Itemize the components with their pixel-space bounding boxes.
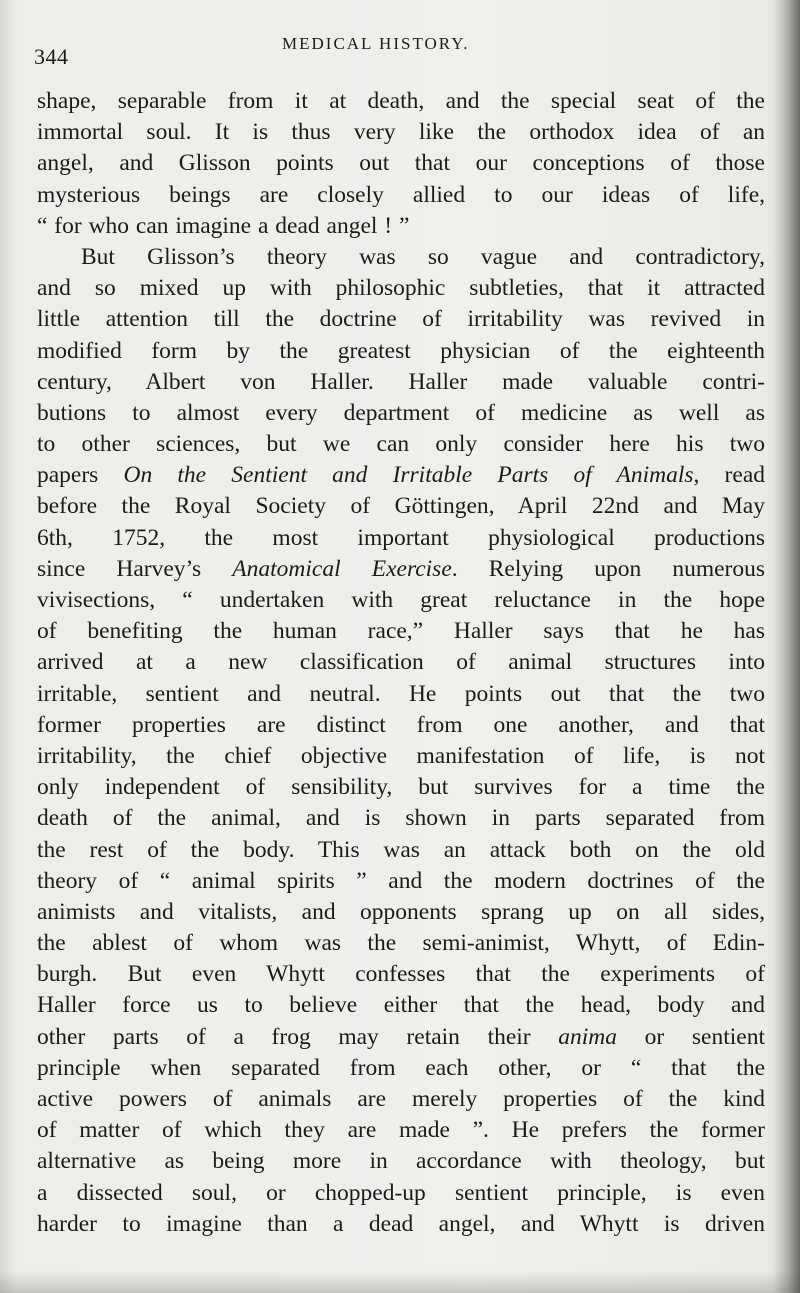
italic-title-text: anima [558,1023,618,1050]
text-line [37,242,765,273]
text-segment: century, Albert von Haller. Haller made valuable contri- [37,368,765,395]
text-line [37,1115,765,1146]
text-line [37,710,765,741]
text-line [37,429,765,460]
text-segment: animists and vitalists, and opponents sprang up on all sides, [37,898,765,925]
text-line [37,460,765,491]
text-segment: only independent of sensibility, but survives for a time the [37,774,765,801]
text-line [37,1209,765,1240]
text-line [37,1084,765,1115]
text-line [37,897,765,928]
text-segment: other parts of a frog may retain their [37,1023,559,1050]
text-line [37,741,765,772]
text-line [37,398,765,429]
text-line [37,647,765,678]
text-line [37,835,765,866]
text-line [37,772,765,803]
text-segment: to other sciences, but we can only consider here his two [37,431,765,458]
text-line [37,585,765,616]
text-segment: harder to imagine than a dead angel, and Whytt is driven [37,1210,765,1237]
text-segment: irritability, the chief objective manifestation of life, is not [37,742,765,769]
text-segment: a dissected soul, or chopped-up sentient principle, is even [37,1179,765,1206]
text-segment: papers [37,462,124,489]
body-text [37,86,765,1240]
text-segment: the ablest of whom was the semi-animist, Whytt, of Edin- [37,930,765,957]
text-line [37,336,765,367]
text-line [37,928,765,959]
text-segment: angel, and Glisson points out that our conceptions of those [37,150,765,177]
text-segment: “ for who can imagine a dead angel ! ” [37,212,410,239]
text-segment: of matter of which they are made ”. He prefers the former [37,1117,765,1144]
text-segment: little attention till the doctrine of irritability was revived in [37,306,765,333]
text-segment: of benefiting the human race,” Haller says that he has [37,618,765,645]
text-segment: before the Royal Society of Göttingen, April 22nd and May [37,493,765,520]
running-head [34,34,734,69]
text-line [37,1146,765,1177]
text-line [37,180,765,211]
text-segment: since Harvey’s [37,555,233,582]
text-line [37,148,765,179]
text-line [37,523,765,554]
text-segment: theory of “ animal spirits ” and the modern doctrines of the [37,867,765,894]
text-segment: But Glisson’s theory was so vague and contradictory, [81,243,765,270]
text-line [37,491,765,522]
text-segment: death of the animal, and is shown in parts separated from [37,805,765,832]
text-line [37,1053,765,1084]
text-line [37,117,765,148]
italic-title-text: Anatomical Exercise [232,555,452,582]
text-segment: irritable, sentient and neutral. He points out that the two [37,680,765,707]
text-segment: immortal soul. It is thus very like the orthodox idea of an [37,119,765,146]
text-line [37,554,765,585]
text-segment: burgh. But even Whytt confesses that the experiments of [37,961,765,988]
text-segment: , read [693,462,765,489]
italic-title-text: On the Sentient and Irritable Parts of Animals [123,462,694,489]
text-line [37,367,765,398]
text-line [37,304,765,335]
text-segment: arrived at a new classification of animal structures into [37,649,765,676]
text-segment: active powers of animals are merely properties of the kind [37,1086,765,1112]
text-segment: vivisections, “ undertaken with great reluctance in the hope [37,587,765,613]
text-segment: modified form by the greatest physician of the eighteenth [37,337,765,364]
text-segment: mysterious beings are closely allied to our ideas of life, [37,181,765,208]
text-segment: . Relying upon numerous [451,555,765,582]
text-line [37,1178,765,1209]
text-line [37,616,765,647]
text-segment: and so mixed up with philosophic subtleties, that it attracted [37,275,765,302]
text-segment: former properties are distinct from one another, and that [37,711,765,738]
page-header-title: MEDICAL HISTORY. [282,34,470,53]
text-line [37,273,765,304]
text-segment: butions to almost every department of medicine as well as [37,399,765,426]
text-line [37,1022,765,1053]
page-gutter-shadow [774,0,800,1293]
text-segment: shape, separable from it at death, and the special seat of the [37,88,765,114]
text-segment: principle when separated from each other, or “ that the [37,1054,765,1081]
text-line [37,803,765,834]
text-segment: 6th, 1752, the most important physiological productions [37,524,765,551]
text-segment: Haller force us to believe either that the head, body and [37,992,765,1019]
page-number: 344 [34,44,69,69]
text-line [37,959,765,990]
text-segment: or sentient [617,1023,765,1050]
page-bottom-shadow [0,1271,800,1293]
text-line [37,866,765,897]
text-line [37,679,765,710]
text-line [37,990,765,1021]
text-line [37,86,765,117]
text-segment: the rest of the body. This was an attack both on the old [37,836,765,863]
text-segment: alternative as being more in accordance with theology, but [37,1148,765,1175]
text-line [37,211,765,242]
